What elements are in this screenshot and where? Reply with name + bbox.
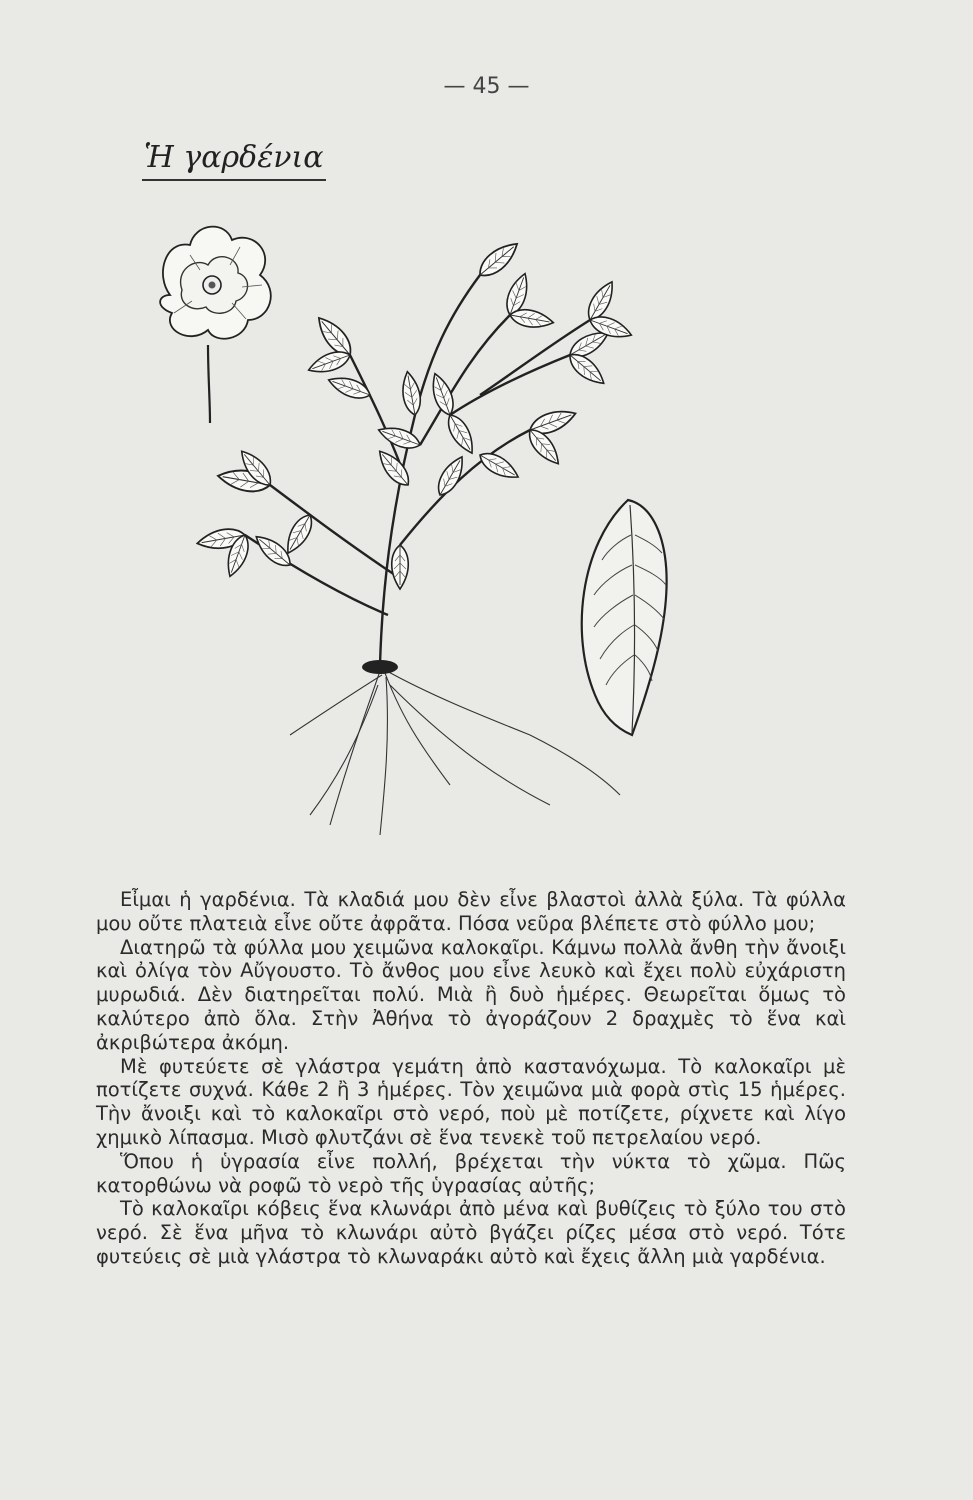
paragraph: Διατηρῶ τὰ φύλλα μου χειμῶνα καλοκαῖρι. Κάμνω πολλὰ ἄνθη τὴν ἄνοιξι καὶ ὀλίγα τὸν Αὔγουστο. Τὸ ἄνθος μου εἶνε λευκὸ καὶ ἔχει πολὺ εὐχάριστη μυρωδιά. Δὲν διατηρεῖται πολύ. Μιὰ ἢ δυὸ ἡμέρες. Θεωρεῖται ὅμως τὸ καλύτερο ἀπὸ ὅλα. Στὴν Ἀθήνα τὸ ἀγοράζουν 2 δραχμὲς τὸ ἕνα καὶ ἀκριβώτερα ἀκόμη. xyxy=(96,935,846,1054)
gardenia-plant-icon xyxy=(196,237,634,835)
page-title: Ἡ γαρδένια xyxy=(142,140,326,181)
body-text xyxy=(96,888,846,1269)
paragraph: Ὅπου ἡ ὑγρασία εἶνε πολλή, βρέχεται τὴν νύκτα τὸ χῶμα. Πῶς κατορθώνω νὰ ροφῶ τὸ νερὸ τῆς ὑγρασίας αὐτῆς; xyxy=(96,1149,846,1197)
gardenia-leaf-icon xyxy=(582,500,667,735)
paragraph: Εἶμαι ἡ γαρδένια. Τὰ κλαδιά μου δὲν εἶνε βλαστοὶ ἀλλὰ ξύλα. Τὰ φύλλα μου οὔτε πλατειὰ εἶνε οὔτε ἀφρᾶτα. Πόσα νεῦρα βλέπετε στὸ φύλλο μου; xyxy=(96,888,846,935)
paragraph: Τὸ καλοκαῖρι κόβεις ἕνα κλωνάρι ἀπὸ μένα καὶ βυθίζεις τὸ ξύλο του στὸ νερό. Σὲ ἕνα μῆνα τὸ κλωνάρι αὐτὸ βγάζει ρίζες μέσα στὸ νερό. Τότε φυτεύεις σὲ μιὰ γλάστρα τὸ κλωναράκι αὐτὸ καὶ ἔχεις ἄλλη μιὰ γαρδένια. xyxy=(96,1197,846,1268)
page-number: — 45 — xyxy=(443,74,530,99)
plant-illustration xyxy=(150,215,870,865)
paragraph: Μὲ φυτεύετε σὲ γλάστρα γεμάτη ἀπὸ καστανόχωμα. Τὸ καλοκαῖρι μὲ ποτίζετε συχνά. Κάθε 2 ἢ 3 ἡμέρες. Τὸν χειμῶνα μιὰ φορὰ στὶς 15 ἡμέρες. Τὴν ἄνοιξι καὶ τὸ καλοκαῖρι στὸ νερό, ποὺ μὲ ποτίζετε, ρίχνετε καὶ λίγο χημικὸ λίπασμα. Μισὸ φλυτζάνι σὲ ἕνα τενεκὲ τοῦ πετρελαίου νερό. xyxy=(96,1054,846,1149)
gardenia-flower-icon xyxy=(160,227,271,423)
